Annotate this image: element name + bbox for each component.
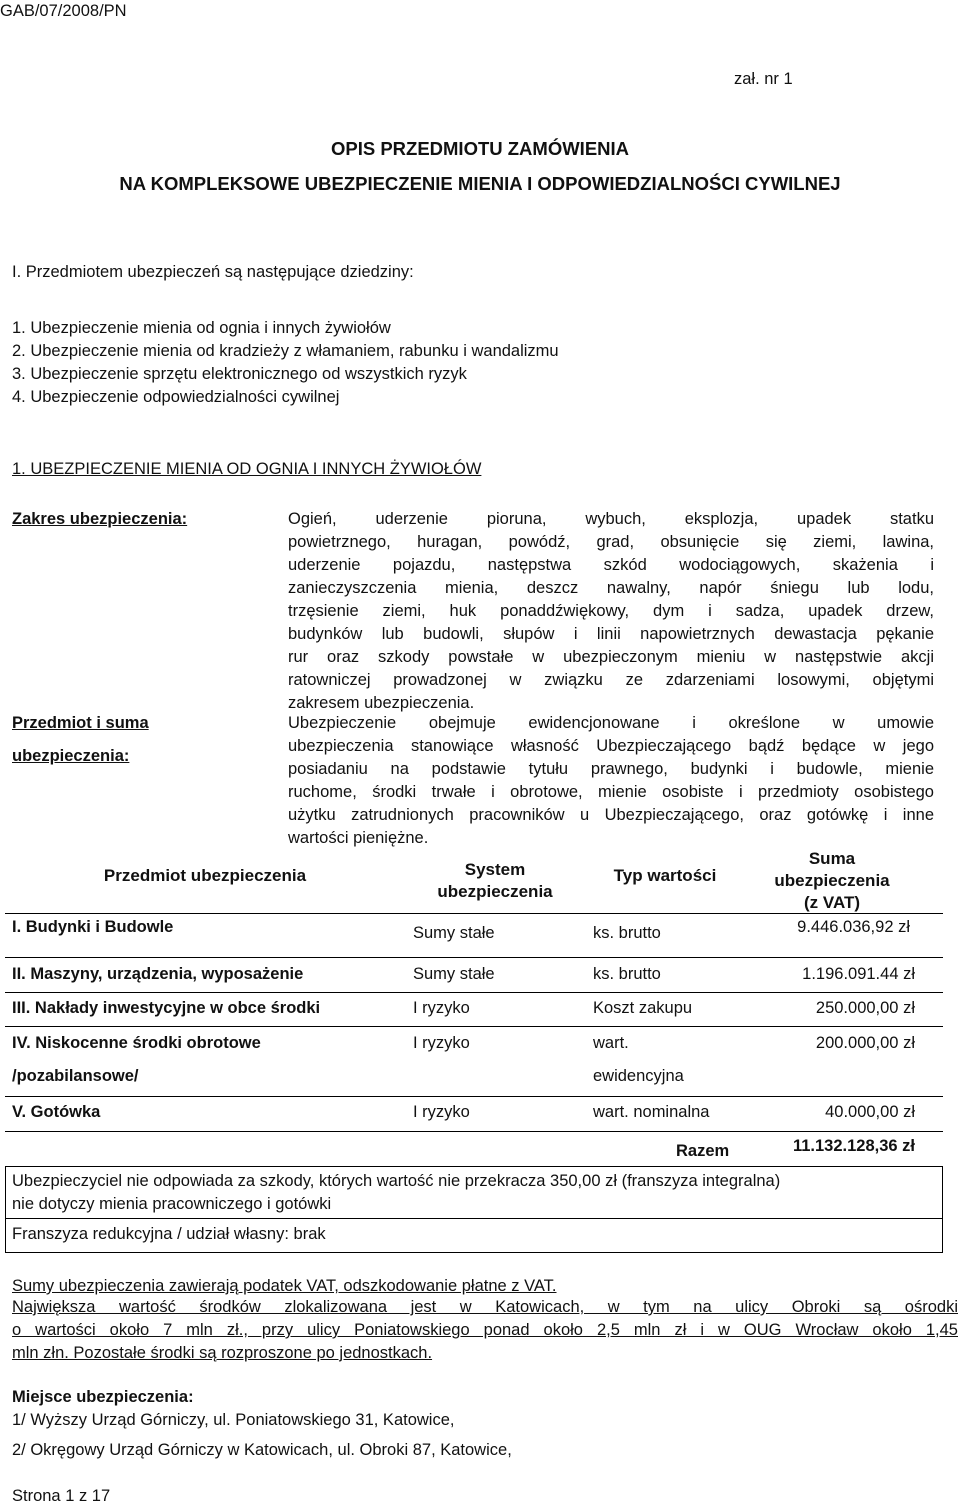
scope-line: budynków lub budowli, słupów i linii napowietrznych dewastacja pękanie (288, 625, 934, 643)
page-title: OPIS PRZEDMIOTU ZAMÓWIENIA (330, 138, 630, 159)
subject-line: Ubezpieczenie obejmuje ewidencjonowane i określone w umowie (288, 714, 934, 732)
scope-label: Zakres ubezpieczenia: (12, 510, 188, 528)
subject-line: wartości pieniężne. (288, 829, 429, 847)
table-rule (5, 1026, 943, 1027)
scope-line: rur oraz szkody powstałe w ubezpieczonym mieniu w następstwie akcji (288, 648, 934, 666)
subject-label: Przedmiot i suma (12, 714, 149, 732)
vat-note: Sumy ubezpieczenia zawierają podatek VAT, odszkodowanie płatne z VAT. (12, 1277, 557, 1295)
table-rule (5, 913, 943, 914)
total-value: 11.132.128,36 zł (792, 1137, 915, 1155)
table-rule (5, 1252, 943, 1253)
scope-line: trzęsienie ziemi, huk ponaddźwiękowy, dym i sadza, upadek drzew, (288, 602, 934, 620)
list-item: 4. Ubezpieczenie odpowiedzialności cywilnej (12, 388, 340, 406)
column-header-value-type: Typ wartości (613, 866, 717, 885)
table-rule (942, 1166, 943, 1253)
table-rule (5, 1131, 943, 1132)
subject-label: ubezpieczenia: (12, 747, 130, 765)
list-item: 2. Ubezpieczenie mienia od kradzieży z włamaniem, rabunku i wandalizmu (12, 342, 559, 360)
page-footer: Strona 1 z 17 (12, 1487, 111, 1505)
deductible-text: Franszyza redukcyjna / udział własny: brak (12, 1225, 326, 1243)
scope-line: ratowniczej prowadzonej w związku ze zdarzeniami losowymi, objętymi (288, 671, 934, 689)
place-item: 1/ Wyższy Urząd Górniczy, ul. Poniatowskiego 31, Katowice, (12, 1411, 455, 1429)
intro-text: I. Przedmiotem ubezpieczeń są następujące dziedziny: (12, 263, 414, 281)
total-label: Razem (676, 1142, 730, 1160)
table-rule (5, 1218, 943, 1219)
column-header-subject: Przedmiot ubezpieczenia (103, 866, 307, 885)
list-item: 3. Ubezpieczenie sprzętu elektronicznego od wszystkich ryzyk (12, 365, 467, 383)
section-heading: 1. UBEZPIECZENIE MIENIA OD OGNIA I INNYCH ŻYWIOŁÓW (12, 460, 482, 478)
table-rule (5, 1096, 943, 1097)
document-code: GAB/07/2008/PN (0, 2, 127, 20)
place-label: Miejsce ubezpieczenia: (12, 1388, 194, 1406)
franchise-text: nie dotyczy mienia pracowniczego i gotówki (12, 1195, 332, 1213)
table-rule (5, 1166, 943, 1167)
subject-line: użytku zatrudnionych pracowników u Ubezpieczającego, oraz gotówkę i inne (288, 806, 934, 824)
table-rule (5, 957, 943, 958)
scope-line: zakresem ubezpieczenia. (288, 694, 475, 712)
subject-line: ubezpieczenia stanowiące własność Ubezpieczającego bądź będące w jego (288, 737, 934, 755)
scope-line: uderzenie pojazdu, następstwa szkód wodociągowych, skażenia i (288, 556, 934, 574)
column-header-sum: Suma ubezpieczenia (z VAT) (774, 849, 890, 912)
place-item: 2/ Okręgowy Urząd Górniczy w Katowicach, ul. Obroki 87, Katowice, (12, 1441, 512, 1459)
table-rule (5, 1166, 6, 1253)
attachment-label: zał. nr 1 (734, 70, 793, 88)
subject-line: ruchome, środki trwałe i obrotowe, mienie osobiste i przedmioty osobistego (288, 783, 934, 801)
page-subtitle: NA KOMPLEKSOWE UBEZPIECZENIE MIENIA I ODPOWIEDZIALNOŚCI CYWILNEJ (119, 173, 841, 194)
list-item: 1. Ubezpieczenie mienia od ognia i innych żywiołów (12, 319, 391, 337)
scope-line: powietrznego, huragan, powódź, grad, obsunięcie się ziemi, lawina, (288, 533, 934, 551)
table-rule (5, 992, 943, 993)
column-header-system: System ubezpieczenia (437, 860, 553, 901)
scope-line: zanieczyszczenia mienia, deszcz nawalny, napór śniegu lub lodu, (288, 579, 934, 597)
franchise-text: Ubezpieczyciel nie odpowiada za szkody, których wartość nie przekracza 350,00 zł (franszyza integralna) (12, 1172, 781, 1190)
subject-line: posiadaniu na podstawie tytułu prawnego, budynki i budowle, mienie (288, 760, 934, 778)
scope-line: Ogień, uderzenie pioruna, wybuch, eksplozja, upadek statku (288, 510, 934, 528)
